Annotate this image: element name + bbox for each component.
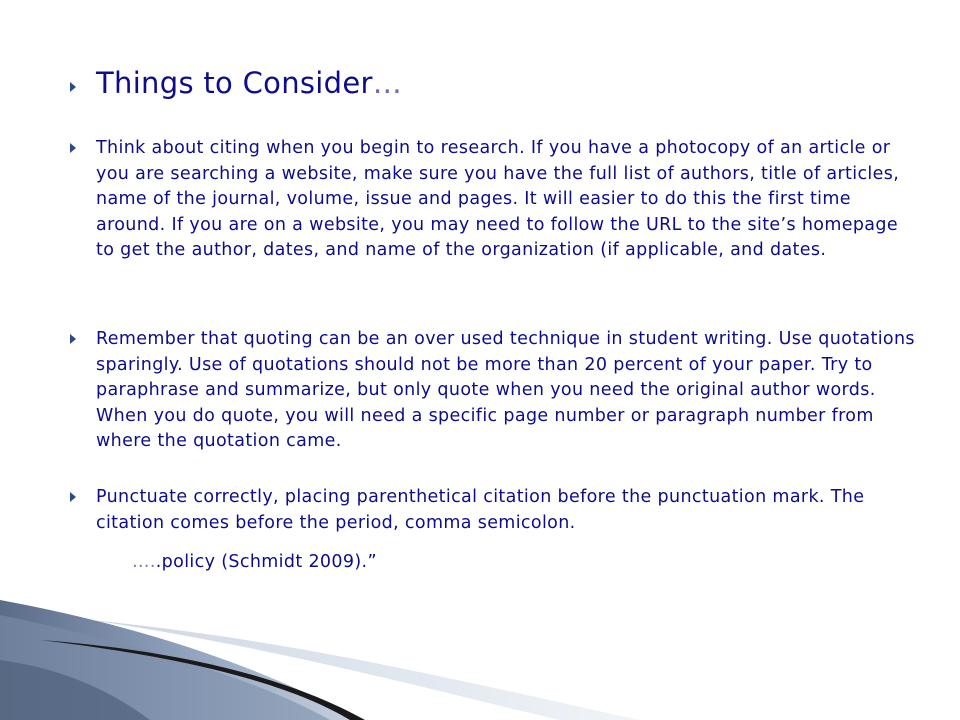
- citation-example: [132, 550, 377, 576]
- bullet-text-citing: Think about citing when you begin to research. If you have a photocopy of an article or you are searching a website, make sure you have the full list of authors, title of articles, name of the journal, volume, issue and pages. It will easier to do this the first time around. If you are on a website, you may need to follow the URL to the site’s homepage to get the author, dates, and name of the organization (if applicable, and dates.: [96, 138, 900, 260]
- title-text: Things to Consider: [96, 66, 373, 100]
- citation-example-text: .policy (Schmidt 2009).”: [155, 552, 377, 572]
- bullet-text-quoting: Remember that quoting can be an over used technique in student writing. Use quotations sparingly. Use of quotations should not be more than 20 percent of your paper. Try to paraphrase and summarize, but only quote when you need the original author words. When you do quote, you will need a specific page number or paragraph number from where the quotation came.: [96, 329, 915, 451]
- bullet-text-punctuate: Punctuate correctly, placing parenthetical citation before the punctuation mark. The citation comes before the period, comma semicolon.: [96, 487, 865, 533]
- bullet-icon-1: [70, 143, 76, 153]
- bullet-icon-2: [70, 334, 76, 344]
- bullet-icon-3: [70, 492, 76, 502]
- citation-example-dots: ….: [132, 552, 156, 572]
- title-ellipsis: …: [372, 66, 403, 100]
- slide-title: [96, 66, 402, 100]
- title-bullet-icon: [70, 82, 76, 92]
